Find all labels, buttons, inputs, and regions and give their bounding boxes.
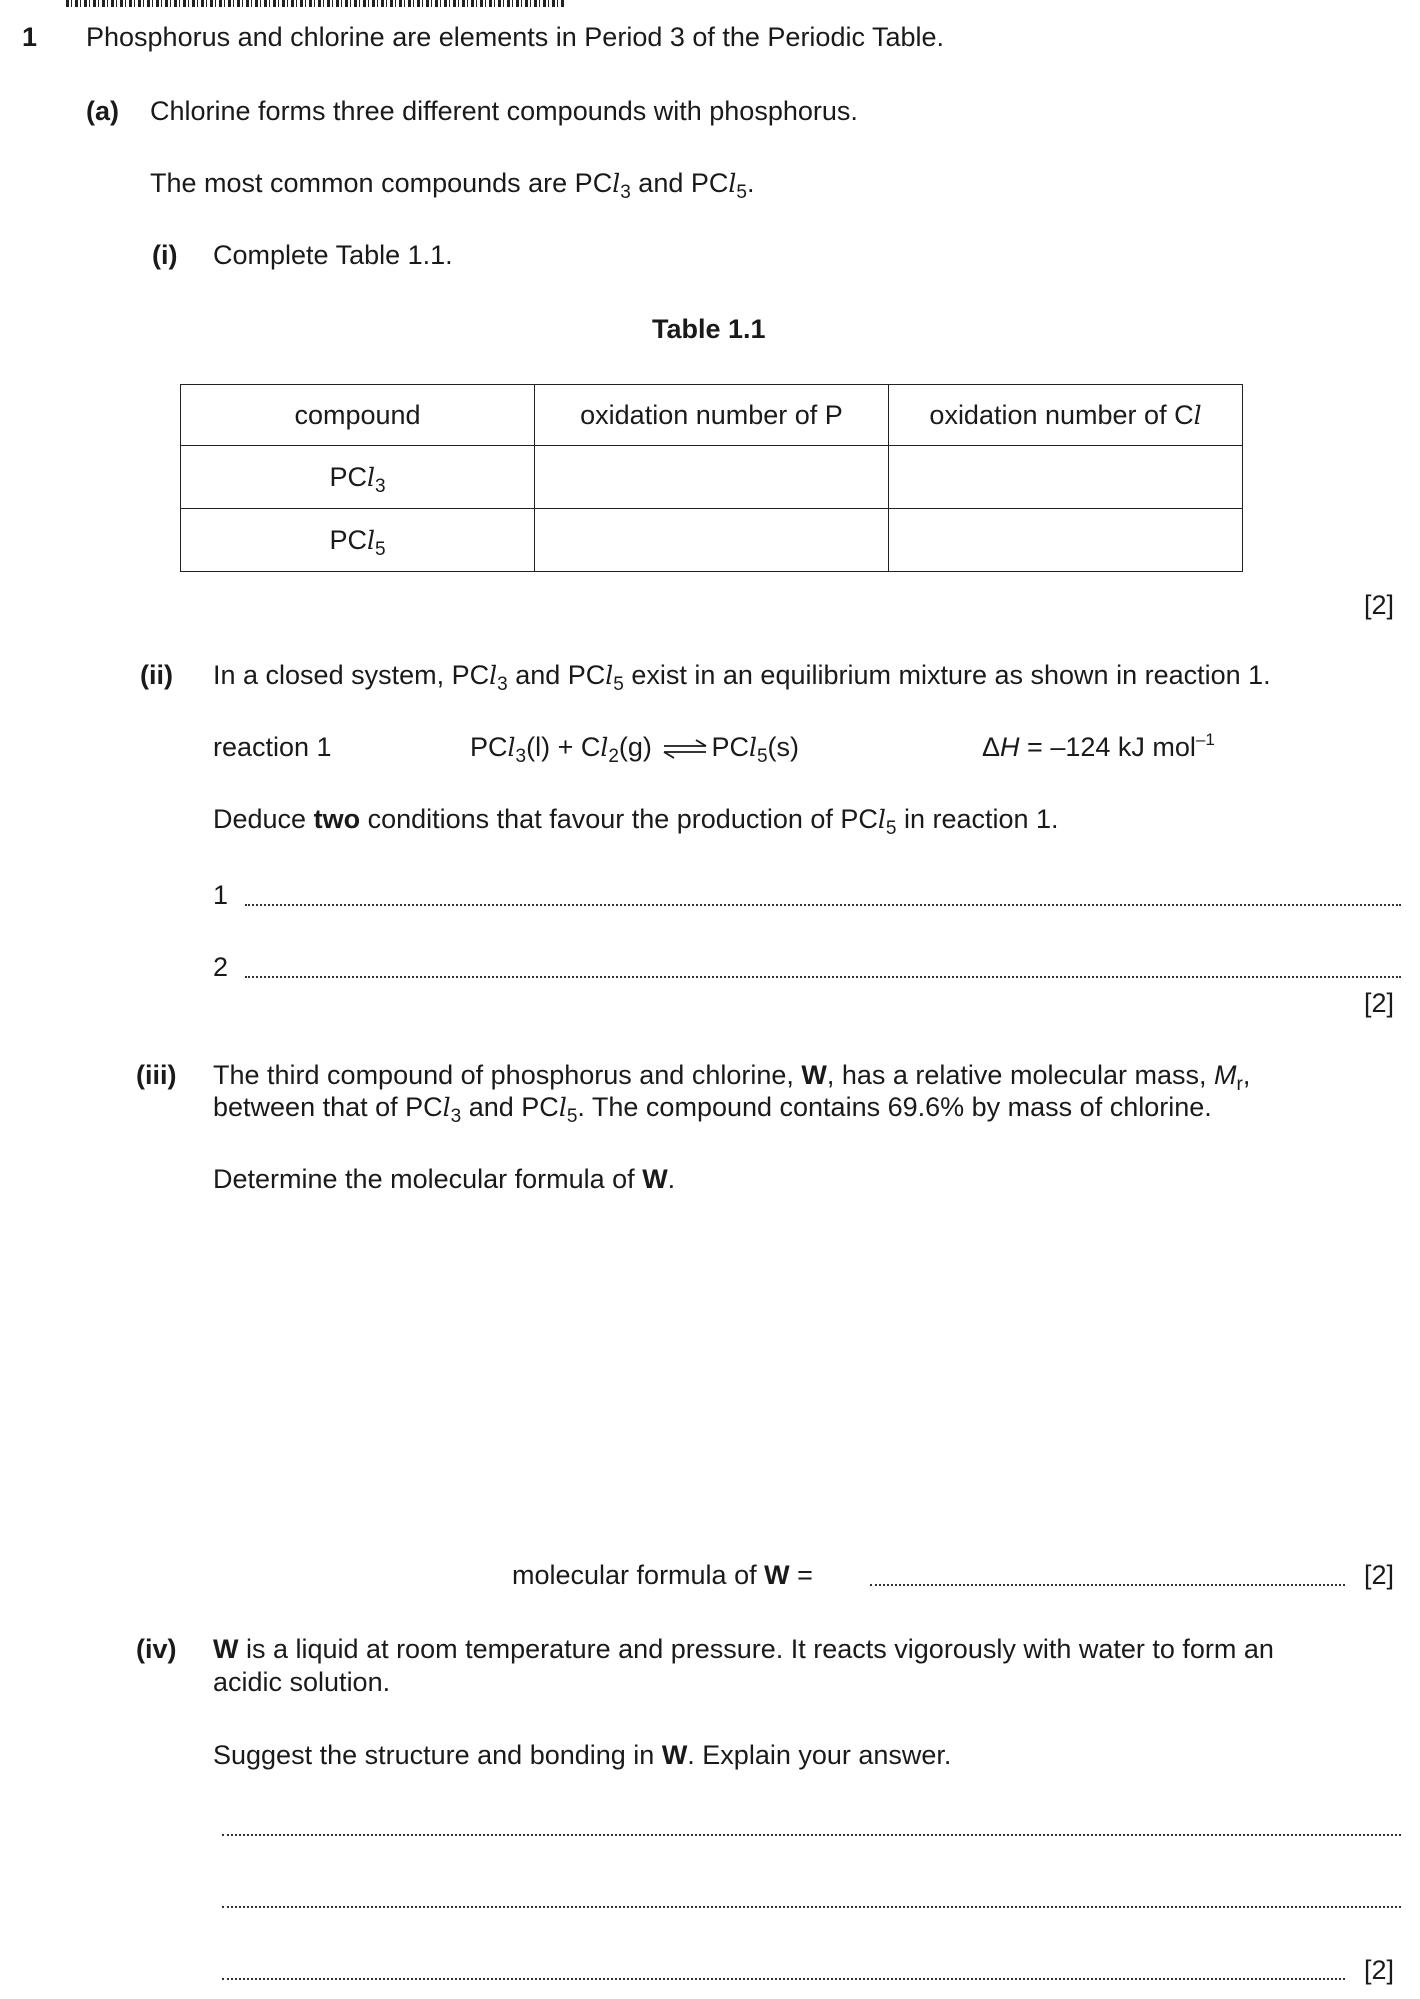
answer-cell-p[interactable] xyxy=(535,509,889,572)
question-number: 1 xyxy=(22,22,38,52)
marks-ii: [2] xyxy=(1364,988,1395,1018)
condition-2-label: 2 xyxy=(213,952,229,982)
molecular-formula-answer-line[interactable] xyxy=(870,1584,1345,1586)
answer-cell-p[interactable] xyxy=(535,446,889,509)
equilibrium-arrow-icon xyxy=(662,738,708,760)
oxidation-table xyxy=(180,384,1243,572)
part-iii-text-line2: between that of PCl$_3$ and PCl$_5$. The compound contains 69.6% by mass of chlorine. xyxy=(213,1092,1212,1127)
suggest-text: Suggest the structure and bonding in W. Explain your answer. xyxy=(213,1740,952,1770)
table-row xyxy=(181,446,1243,509)
answer-line[interactable] xyxy=(222,1834,1401,1836)
deduce-text: Deduce two conditions that favour the production of PCl$_5$ in reaction 1. xyxy=(213,804,1059,839)
part-a-text: Chlorine forms three different compounds with phosphorus. xyxy=(150,96,858,126)
part-ii-label: (ii) xyxy=(140,660,173,690)
common-compounds-text: The most common compounds are PCl$_3$ and PCl$_5$. xyxy=(150,168,755,203)
answer-line[interactable] xyxy=(222,1906,1401,1908)
marks-iii: [2] xyxy=(1364,1560,1395,1590)
compound-cell: PCl$_3$ xyxy=(181,446,535,509)
part-iv-label: (iv) xyxy=(136,1634,177,1664)
answer-cell-cl[interactable] xyxy=(889,446,1243,509)
header-oxidation-p: oxidation number of P xyxy=(535,385,889,446)
answer-line[interactable] xyxy=(222,1978,1345,1980)
marks-iv: [2] xyxy=(1364,1955,1395,1985)
condition-1-answer-line[interactable] xyxy=(245,904,1401,906)
part-ii-text: In a closed system, PCl$_3$ and PCl$_5$ exist in an equilibrium mixture as shown in reaction 1. xyxy=(213,660,1271,695)
reaction-equation: $PCl_3(l) + Cl_2(g)$ PCl$_5$(s) xyxy=(470,732,800,767)
table-header-row xyxy=(181,385,1243,446)
answer-cell-cl[interactable] xyxy=(889,509,1243,572)
table-title: Table 1.1 xyxy=(652,314,766,344)
question-intro: Phosphorus and chlorine are elements in Period 3 of the Periodic Table. xyxy=(86,22,945,52)
part-i-text: Complete Table 1.1. xyxy=(213,240,453,270)
answer-label: molecular formula of W = xyxy=(512,1560,813,1590)
condition-1-label: 1 xyxy=(213,880,229,910)
determine-text: Determine the molecular formula of W. xyxy=(213,1164,676,1194)
marks-i: [2] xyxy=(1364,590,1395,620)
reaction-label: reaction 1 xyxy=(213,732,332,762)
barcode xyxy=(66,0,566,7)
table-row xyxy=(181,509,1243,572)
header-oxidation-cl: oxidation number of Cl xyxy=(889,385,1243,446)
header-compound: compound xyxy=(181,385,535,446)
part-iv-text-line2: acidic solution. xyxy=(213,1667,391,1697)
part-iii-label: (iii) xyxy=(136,1060,177,1090)
part-iii-text-line1: The third compound of phosphorus and chlorine, W, has a relative molecular mass, $M_r$, xyxy=(213,1060,1251,1095)
condition-2-answer-line[interactable] xyxy=(245,976,1401,978)
part-a-label: (a) xyxy=(86,96,119,126)
enthalpy-change: ΔH = –124 kJ mol$^{-1}$ xyxy=(982,730,1215,762)
part-i-label: (i) xyxy=(152,240,178,270)
compound-cell: PCl$_5$ xyxy=(181,509,535,572)
part-iv-text-line1: W is a liquid at room temperature and pressure. It reacts vigorously with water to form an xyxy=(213,1634,1274,1664)
